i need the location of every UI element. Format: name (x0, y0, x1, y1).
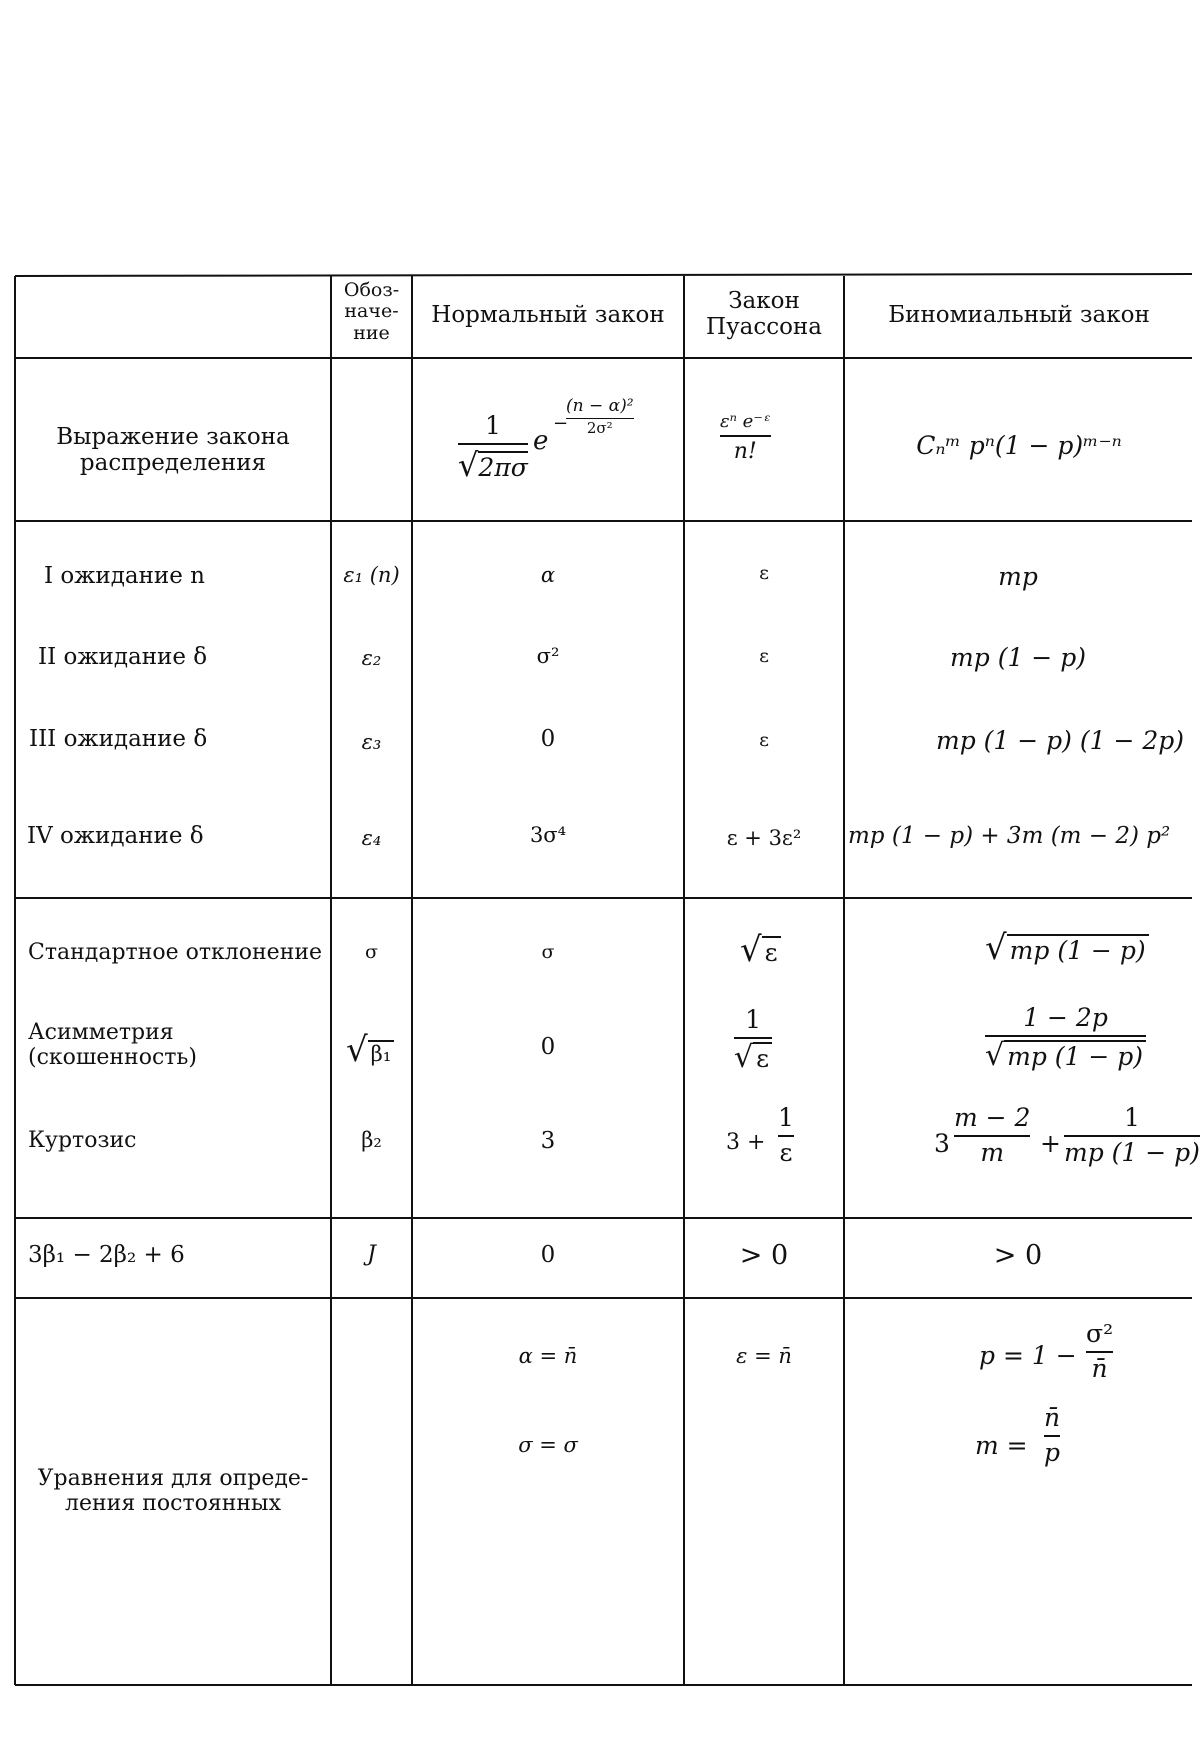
header-normal-law: Нормальный закон (431, 302, 665, 328)
moment-2-symbol: ε₂ (361, 646, 382, 670)
row-label-std-deviation: Стандартное отклонение (28, 940, 323, 965)
kurtosis-binomial-denominator-2: mp (1 − p) (1064, 1137, 1200, 1167)
moment-1-binomial: mp (998, 562, 1038, 591)
criterion-binomial: > 0 (993, 1240, 1043, 1271)
normal-exp-base: e (533, 426, 549, 456)
header-designation: Обоз- наче- ние (343, 279, 400, 344)
equation-poisson-1: ε = n̄ (736, 1344, 792, 1368)
criterion-symbol: J (367, 1242, 376, 1267)
kurtosis-binomial-prefix: 3 (934, 1129, 950, 1158)
equation-normal-2: σ = σ (518, 1433, 578, 1457)
row-label-moment-1: I ожидание n (44, 563, 205, 589)
std-poisson-radicand: ε (762, 936, 781, 967)
binomial-law-formula: Cₙᵐ pⁿ(1 − p)ᵐ⁻ⁿ (916, 431, 1122, 460)
poisson-law-numerator: εⁿ e⁻ᵋ (720, 411, 771, 432)
normal-exponent-numerator: (n − α)² (566, 396, 634, 416)
moment-3-binomial: mp (1 − p) (1 − 2p) (936, 726, 1185, 755)
normal-density-radicand: 2πσ (478, 452, 528, 482)
moment-1-symbol: ε₁ (n) (343, 563, 400, 587)
std-binomial-radicand: mp (1 − p) (1007, 934, 1149, 965)
equation-binomial-1-prefix: p = 1 − (979, 1341, 1077, 1370)
kurtosis-binomial-plus: + (1040, 1129, 1061, 1158)
moment-4-symbol: ε₄ (361, 826, 382, 850)
row-label-criterion: 3β₁ − 2β₂ + 6 (28, 1242, 185, 1268)
kurtosis-binomial-numerator-2: 1 (1124, 1103, 1140, 1132)
skew-symbol-radicand: β₁ (368, 1040, 395, 1066)
kurtosis-binomial-fraction-1 (954, 1104, 1030, 1168)
row-label-law-expression: Выражение закона распределения (56, 424, 290, 477)
normal-exponent-fraction (566, 397, 634, 437)
skew-symbol: √ β₁ (346, 1030, 394, 1070)
normal-exp-minus: − (553, 413, 569, 434)
skew-normal: 0 (540, 1034, 556, 1060)
kurtosis-poisson-fraction (778, 1104, 794, 1168)
moment-4-normal: 3σ⁴ (529, 823, 567, 847)
skew-poisson: 1 √ ε (734, 1006, 772, 1075)
kurtosis-symbol: β₂ (361, 1128, 382, 1152)
moment-4-binomial: mp (1 − p) + 3m (m − 2) p² (848, 823, 1171, 849)
skew-binomial: 1 − 2p √ mp (1 − p) (985, 1004, 1146, 1073)
std-binomial: √ mp (1 − p) (985, 928, 1149, 968)
equation-binomial-1-numerator: σ² (1086, 1319, 1114, 1348)
row-label-moment-4: IV ожидание δ (27, 823, 204, 849)
skew-binomial-radicand: mp (1 − p) (1004, 1040, 1146, 1071)
std-normal: σ (541, 941, 555, 963)
skew-poisson-radicand: ε (753, 1042, 772, 1073)
row-label-moment-2: II ожидание δ (38, 644, 208, 670)
moment-1-poisson: ε (759, 562, 769, 584)
normal-density-numerator: 1 (484, 411, 501, 440)
equation-binomial-2-prefix: m = (975, 1431, 1028, 1460)
criterion-normal: 0 (540, 1242, 556, 1268)
moment-3-normal: 0 (540, 726, 556, 752)
skew-binomial-numerator: 1 − 2p (1023, 1003, 1108, 1032)
kurtosis-normal: 3 (540, 1128, 556, 1154)
equation-binomial-2-numerator: n̄ (1044, 1403, 1061, 1432)
equation-binomial-2-denominator: p (1044, 1437, 1061, 1467)
row-label-equations: Уравнения для опреде- ления постоянных (37, 1466, 309, 1517)
moment-3-symbol: ε₃ (361, 730, 382, 754)
moment-4-poisson: ε + 3ε² (726, 826, 802, 850)
moment-2-normal: σ² (536, 644, 560, 668)
normal-density-formula: 1 √2πσ (458, 411, 528, 484)
std-poisson: √ ε (740, 930, 781, 970)
row-label-kurtosis: Куртозис (28, 1128, 137, 1153)
poisson-law-formula (720, 412, 771, 464)
kurtosis-poisson-prefix: 3 + (726, 1130, 766, 1155)
kurtosis-binomial-fraction-2 (1064, 1104, 1200, 1168)
normal-exponent-denominator: 2σ² (586, 418, 613, 437)
skew-poisson-numerator: 1 (745, 1005, 761, 1034)
header-binomial-law: Биномиальный закон (888, 302, 1150, 328)
kurtosis-poisson-denominator: ε (779, 1137, 793, 1167)
equation-binomial-1-denominator: n̄ (1091, 1353, 1108, 1383)
moment-3-poisson: ε (759, 729, 769, 751)
moment-1-normal: α (540, 563, 556, 587)
equation-binomial-1-fraction (1086, 1320, 1113, 1384)
kurtosis-poisson-numerator: 1 (778, 1103, 794, 1132)
moment-2-poisson: ε (759, 645, 769, 667)
row-label-skewness: Асимметрия (скошенность) (28, 1020, 197, 1071)
kurtosis-binomial-numerator-1: m − 2 (954, 1103, 1031, 1132)
std-symbol: σ (365, 941, 378, 963)
equation-normal-1: α = n̄ (518, 1344, 578, 1368)
equation-binomial-2-fraction (1044, 1404, 1060, 1468)
moment-2-binomial: mp (1 − p) (950, 643, 1086, 672)
header-poisson-law: Закон Пуассона (706, 288, 822, 341)
kurtosis-binomial-denominator-1: m (980, 1137, 1005, 1167)
poisson-law-denominator: n! (733, 438, 757, 464)
row-label-moment-3: III ожидание δ (29, 726, 208, 752)
criterion-poisson: > 0 (739, 1240, 789, 1271)
